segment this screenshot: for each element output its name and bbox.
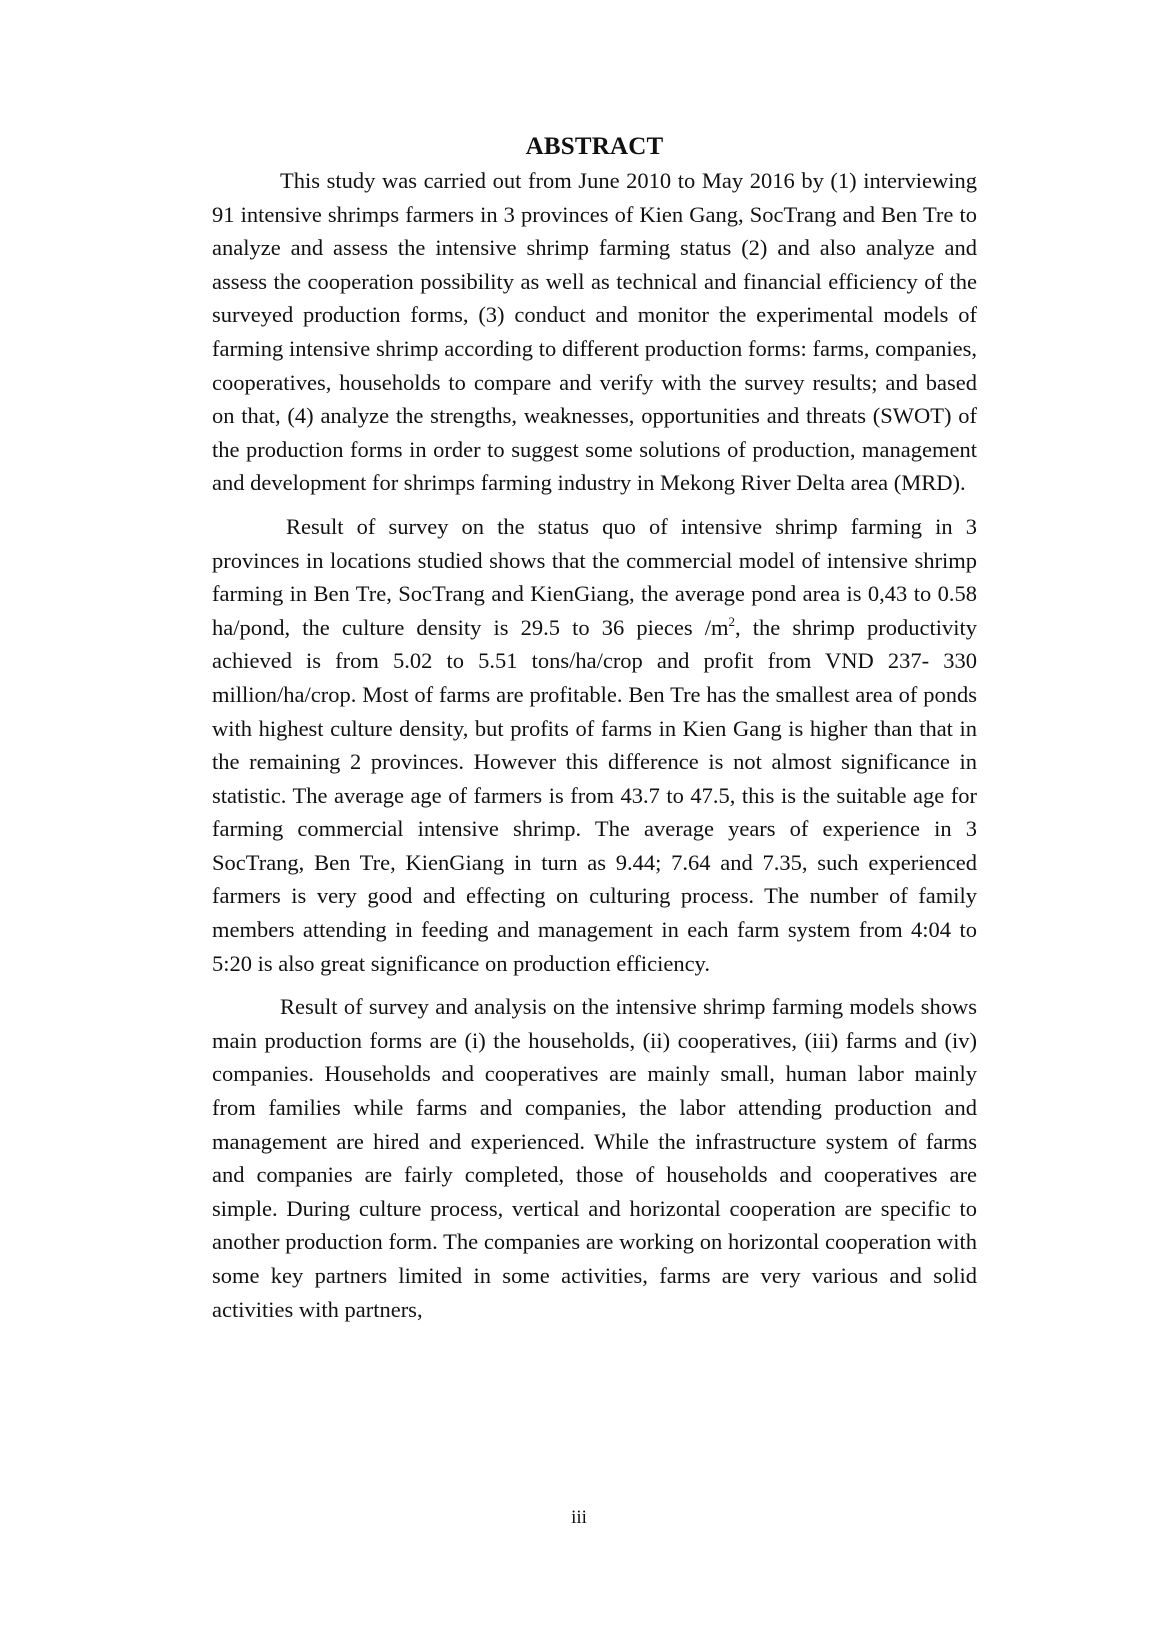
page-number: iii [571,1507,587,1528]
superscript-squared: 2 [728,613,736,629]
paragraph-2-text-after: , the shrimp productivity achieved is from 5.02 to 5.51 tons/ha/crop and profit from VND 237- 330 million/ha/crop. Most of farms are profitable. Ben Tre has the smallest area of ponds with highest culture density, but profits of farms in Kien Gang is higher than that in the remaining 2 provinces. However this difference is not almost significance in statistic. The average age of farmers is from 43.7 to 47.5, this is the suitable age for farming commercial intensive shrimp. The average years of experience in 3 SocTrang, Ben Tre, KienGiang in turn as 9.44; 7.64 and 7.35, such experienced farmers is very good and effecting on culturing process. The number of family members attending in feeding and management in each farm system from 4:04 to 5:20 is also great significance on production efficiency. [212,614,977,976]
abstract-paragraph-3: Result of survey and analysis on the intensive shrimp farming models shows main production forms are (i) the households, (ii) cooperatives, (iii) farms and (iv) companies. Households and cooperatives are mainly small, human labor mainly from families while farms and companies, the labor attending production and management are hired and experienced. While the infrastructure system of farms and companies are fairly completed, those of households and cooperatives are simple. During culture process, vertical and horizontal cooperation are specific to another production form. The companies are working on horizontal cooperation with some key partners limited in some activities, farms are very various and solid activities with partners, [212,994,977,1322]
abstract-paragraph-2 [212,510,977,980]
document-page [212,130,977,1326]
abstract-heading: ABSTRACT [525,133,664,160]
abstract-paragraph-1: This study was carried out from June 2010 to May 2016 by (1) interviewing 91 intensive shrimps farmers in 3 provinces of Kien Gang, SocTrang and Ben Tre to analyze and assess the intensive shrimp farming status (2) and also analyze and assess the cooperation possibility as well as technical and financial efficiency of the surveyed production forms, (3) conduct and monitor the experimental models of farming intensive shrimp according to different production forms: farms, companies, cooperatives, households to compare and verify with the survey results; and based on that, (4) analyze the strengths, weaknesses, opportunities and threats (SWOT) of the production forms in order to suggest some solutions of production, management and development for shrimps farming industry in Mekong River Delta area (MRD). [212,168,977,496]
paragraph-2-text-before: Result of survey on the status quo of intensive shrimp farming in 3 provinces in locations studied shows that the commercial model of intensive shrimp farming in Ben Tre, SocTrang and KienGiang, the average pond area is 0,43 to 0.58 ha/pond, the culture density is 29.5 to 36 pieces /m [212,513,977,640]
